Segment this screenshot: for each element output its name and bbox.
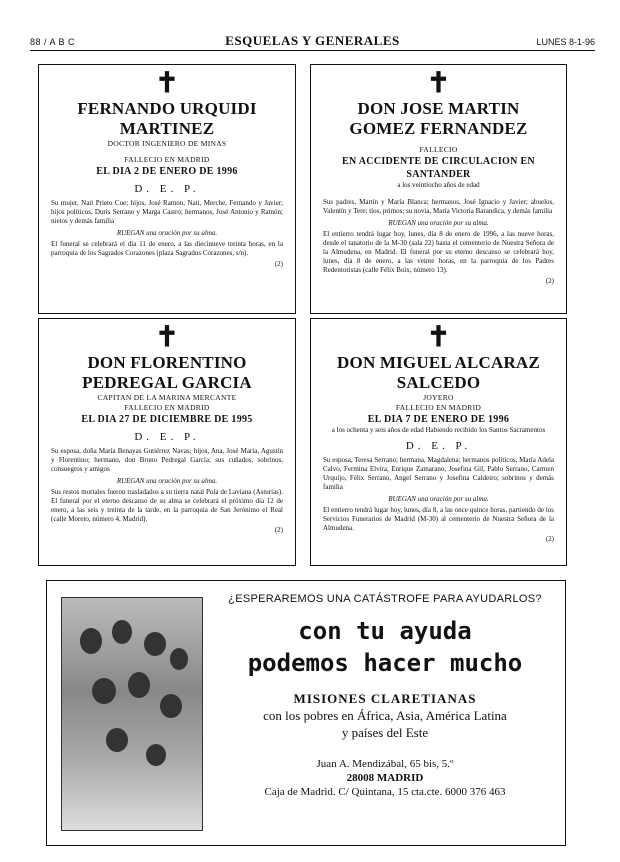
deceased-title: JOYERO — [423, 393, 454, 402]
family-text: Su esposa, doña María Benayas Gutiérrez Navas; hijos, Ana, José María, Agustín y Florentino; hermano, don Bruno Pedregal García; sus cuñados, sobrinos, consuegros y amigos — [51, 447, 283, 473]
death-place: FALLECIO EN MADRID — [124, 155, 210, 164]
deceased-name: FERNANDO URQUIDI MARTINEZ — [77, 99, 257, 138]
children-photo — [61, 597, 203, 831]
funeral-text: El funeral se celebrará el día 11 de enero, a las diecinueve treinta horas, en la parroquia de los Sagrados Corazones (plaza Sagrados Corazones, s/n). — [51, 240, 283, 257]
issue-date: LUNES 8-1-96 — [536, 37, 595, 47]
ad-slogan-line2: podemos hacer mucho — [247, 649, 523, 677]
cross-icon: ✝ — [155, 322, 179, 353]
death-date: EL DIA 2 DE ENERO DE 1996 — [96, 166, 238, 177]
page-header — [30, 34, 595, 48]
ad-organization: MISIONES CLARETIANAS — [293, 691, 477, 706]
deceased-name: DON MIGUEL ALCARAZ SALCEDO — [337, 353, 540, 392]
section-title: ESQUELAS Y GENERALES — [225, 33, 400, 48]
obituary-notice — [38, 64, 296, 314]
death-place: FALLECIO — [419, 145, 458, 154]
rip-line: D. E. P. — [134, 431, 200, 443]
notice-number: (2) — [274, 526, 283, 534]
deceased-title: DOCTOR INGENIERO DE MINAS — [107, 139, 227, 148]
prayer-request: RUEGAN una oración por su alma. — [116, 229, 218, 237]
deceased-name: DON FLORENTINO PEDREGAL GARCIA — [82, 353, 252, 392]
ad-description-line2: y países del Este — [341, 725, 429, 740]
obituary-notice — [38, 318, 296, 566]
header-rule — [30, 50, 595, 51]
cross-icon: ✝ — [426, 68, 451, 99]
rip-line: D. E. P. — [134, 183, 200, 195]
obituary-notice — [310, 318, 567, 566]
notice-number: (2) — [545, 277, 554, 285]
deceased-name: DON JOSE MARTIN GOMEZ FERNANDEZ — [349, 99, 528, 138]
prayer-request: RUEGAN una oración por su alma. — [388, 495, 489, 503]
page-number: 88 / A B C — [30, 37, 76, 47]
ad-description-line1: con los pobres en África, Asia, América Latina — [263, 708, 507, 723]
cross-icon: ✝ — [426, 322, 451, 353]
family-text: Su mujer, Nati Prieto Cue; hijos, José Ramon, Nati, Merche, Fernando y Javier; hijos políticos, Duris Serrano y Marga Castro; hermanos, José Antonio y Ramón; nietos y demás familia — [51, 199, 283, 225]
ad-address-line1: Juan A. Mendizábal, 65 bis, 5.º — [316, 758, 454, 770]
funeral-text: Sus restos mortales fueron trasladados a su tierra natal Pola de Laviana (Asturias). El funeral por el eterno descanso de su alma se celebrará el próximo día 12 de enero, a las seis y treinta de la tarde, en la parroquia de San Jerónimo el Real (calle Moreto, número 4, Madrid). — [51, 488, 283, 523]
death-date: EL DIA 27 DE DICIEMBRE DE 1995 — [81, 414, 253, 425]
notice-number: (2) — [545, 535, 554, 543]
age-line: a los veintiocho años de edad — [397, 181, 480, 189]
obituary-notice — [310, 64, 567, 314]
ad-slogan-line1: con tu ayuda — [298, 617, 472, 645]
death-place: FALLECIO EN MADRID — [124, 403, 210, 412]
prayer-request: RUEGAN una oración por su alma. — [116, 477, 218, 485]
notice-number: (2) — [274, 260, 283, 268]
death-date: EN ACCIDENTE DE CIRCULACION EN SANTANDER — [342, 156, 535, 180]
deceased-title: CAPITAN DE LA MARINA MERCANTE — [97, 393, 237, 402]
ad-bank-account: Caja de Madrid. C/ Quintana, 15 cta.cte. 6000 376 463 — [264, 786, 506, 798]
cross-icon: ✝ — [155, 68, 179, 99]
funeral-text: El entierro tendrá lugar hoy, lunes, día 8 de enero de 1996, a las nueve horas, desde el tanatorio de la M-30 (sala 22) hasta el cementerio de Nuestra Señora de la Almudena, en Madrid. El funeral por su eterno descanso se celebrará hoy, lunes, día 8 de enero, a las veinte horas, en la parroquia de los Padres Redentoristas (calle Félix Boix, número 13). — [323, 230, 554, 274]
age-line: a los ochenta y seis años de edad Habiendo recibido los Santos Sacramentos — [331, 426, 546, 434]
charity-advertisement — [46, 580, 566, 846]
rip-line: D. E. P. — [405, 440, 472, 452]
funeral-text: El entierro tendrá lugar hoy, lunes, día 8, a las once quince horas, partiendo de los Servicios Funerarios de Madrid (M-30) al cementerio de Nuestra Señora de la Almudena. — [323, 506, 554, 532]
ad-question: ¿ESPERAREMOS UNA CATÁSTROFE PARA AYUDARLOS? — [228, 593, 542, 605]
prayer-request: RUEGAN una oración por su alma. — [388, 219, 489, 227]
death-place: FALLECIO EN MADRID — [395, 403, 482, 412]
death-date: EL DIA 7 DE ENERO DE 1996 — [367, 414, 510, 425]
family-text: Sus padres, Martín y María Blanca; hermanos, José Ignacio y Javier; abuelos, Valentín y Tere; tíos, primos; su novia, María Victoria Barandica, y demás familia — [323, 198, 554, 215]
family-text: Su esposa, Teresa Serrano; hermana, Magdalena; hermanos políticos, María Adela Calvo, Fermina Elvira, Enrique Zamarano, Josefina Gil, Pablo Serrano, Carmen Urquijo, Félix Serrano, Angel Serrano y Josefina Caldeiro; sobrinos y demás familia — [323, 456, 554, 491]
ad-address-line2: 28008 MADRID — [346, 772, 424, 784]
